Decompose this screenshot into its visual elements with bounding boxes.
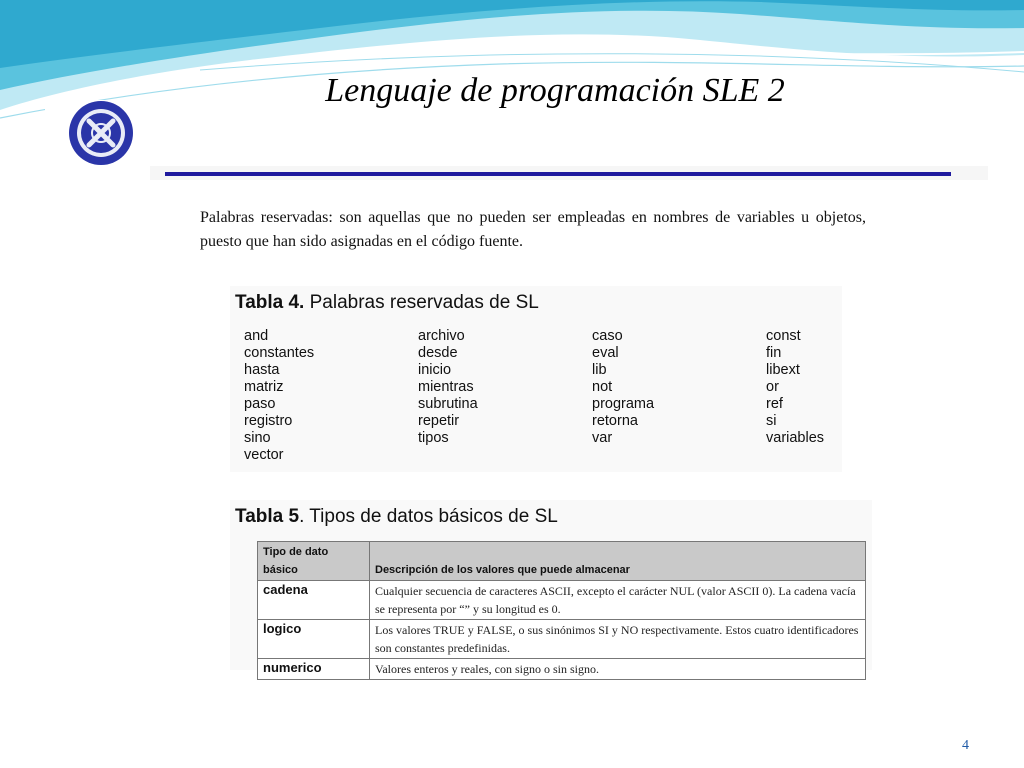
table-row xyxy=(258,659,866,680)
reserved-word: variables xyxy=(766,430,825,446)
reserved-word xyxy=(592,447,766,464)
reserved-word: var xyxy=(592,430,613,446)
reserved-word: caso xyxy=(592,328,623,344)
reserved-word: libext xyxy=(766,362,800,378)
data-type-description: Los valores TRUE y FALSE, o sus sinónimos SI y NO respectivamente. Estos cuatro identificadores son constantes predefinidas. xyxy=(370,620,866,659)
column-header-type: Tipo de dato básico xyxy=(258,542,370,581)
reserved-word: vector xyxy=(244,447,284,463)
reserved-word: registro xyxy=(244,413,293,429)
data-types-table xyxy=(257,541,866,680)
reserved-word: const xyxy=(766,328,801,344)
reserved-word: desde xyxy=(418,345,458,361)
table-row xyxy=(258,620,866,659)
data-type-name: cadena xyxy=(258,581,370,620)
reserved-word: repetir xyxy=(418,413,460,429)
table-4-caption-text: Palabras reservadas de SL xyxy=(304,292,539,313)
reserved-word: hasta xyxy=(244,362,280,378)
data-type-name: logico xyxy=(258,620,370,659)
reserved-words-grid xyxy=(244,328,839,464)
table-5-caption-number: Tabla 5 xyxy=(235,506,300,527)
reserved-word: or xyxy=(766,379,779,395)
intro-paragraph: Palabras reservadas: son aquellas que no pueden ser empleadas en nombres de variables u objetos, puesto que han sido asignadas en el código fuente. xyxy=(200,209,866,250)
table-4 xyxy=(230,286,842,472)
reserved-word: archivo xyxy=(418,328,465,344)
reserved-word: inicio xyxy=(418,362,452,378)
reserved-word: lib xyxy=(592,362,607,378)
reserved-word xyxy=(418,447,592,464)
reserved-word: ref xyxy=(766,396,783,412)
reserved-word: tipos xyxy=(418,430,449,446)
column-header-description: Descripción de los valores que puede almacenar xyxy=(370,542,866,581)
page-number: 4 xyxy=(962,738,969,753)
table-4-caption xyxy=(235,292,539,314)
reserved-word: programa xyxy=(592,396,655,412)
reserved-word: and xyxy=(244,328,269,344)
reserved-word: si xyxy=(766,413,777,429)
table-4-caption-number: Tabla 4. xyxy=(235,292,305,313)
reserved-word xyxy=(766,447,839,464)
slide-title: Lenguaje de programación SLE 2 xyxy=(325,72,785,109)
reserved-word: matriz xyxy=(244,379,284,395)
table-header-row xyxy=(258,542,866,581)
table-5-caption xyxy=(235,506,558,528)
table-5-caption-text: . Tipos de datos básicos de SL xyxy=(299,506,558,527)
reserved-word: mientras xyxy=(418,379,474,395)
reserved-word: eval xyxy=(592,345,619,361)
reserved-word: subrutina xyxy=(418,396,478,412)
data-type-description: Valores enteros y reales, con signo o sin signo. xyxy=(370,659,866,680)
reserved-word: sino xyxy=(244,430,271,446)
reserved-word: retorna xyxy=(592,413,638,429)
reserved-word: not xyxy=(592,379,613,395)
table-row xyxy=(258,581,866,620)
data-type-name: numerico xyxy=(258,659,370,680)
title-underline xyxy=(165,172,951,176)
reserved-word: paso xyxy=(244,396,276,412)
reserved-word: fin xyxy=(766,345,782,361)
reserved-word: constantes xyxy=(244,345,315,361)
data-type-description: Cualquier secuencia de caracteres ASCII, excepto el carácter NUL (valor ASCII 0). La cadena vacía se representa por “” y su longitud es 0. xyxy=(370,581,866,620)
table-5 xyxy=(230,500,872,676)
